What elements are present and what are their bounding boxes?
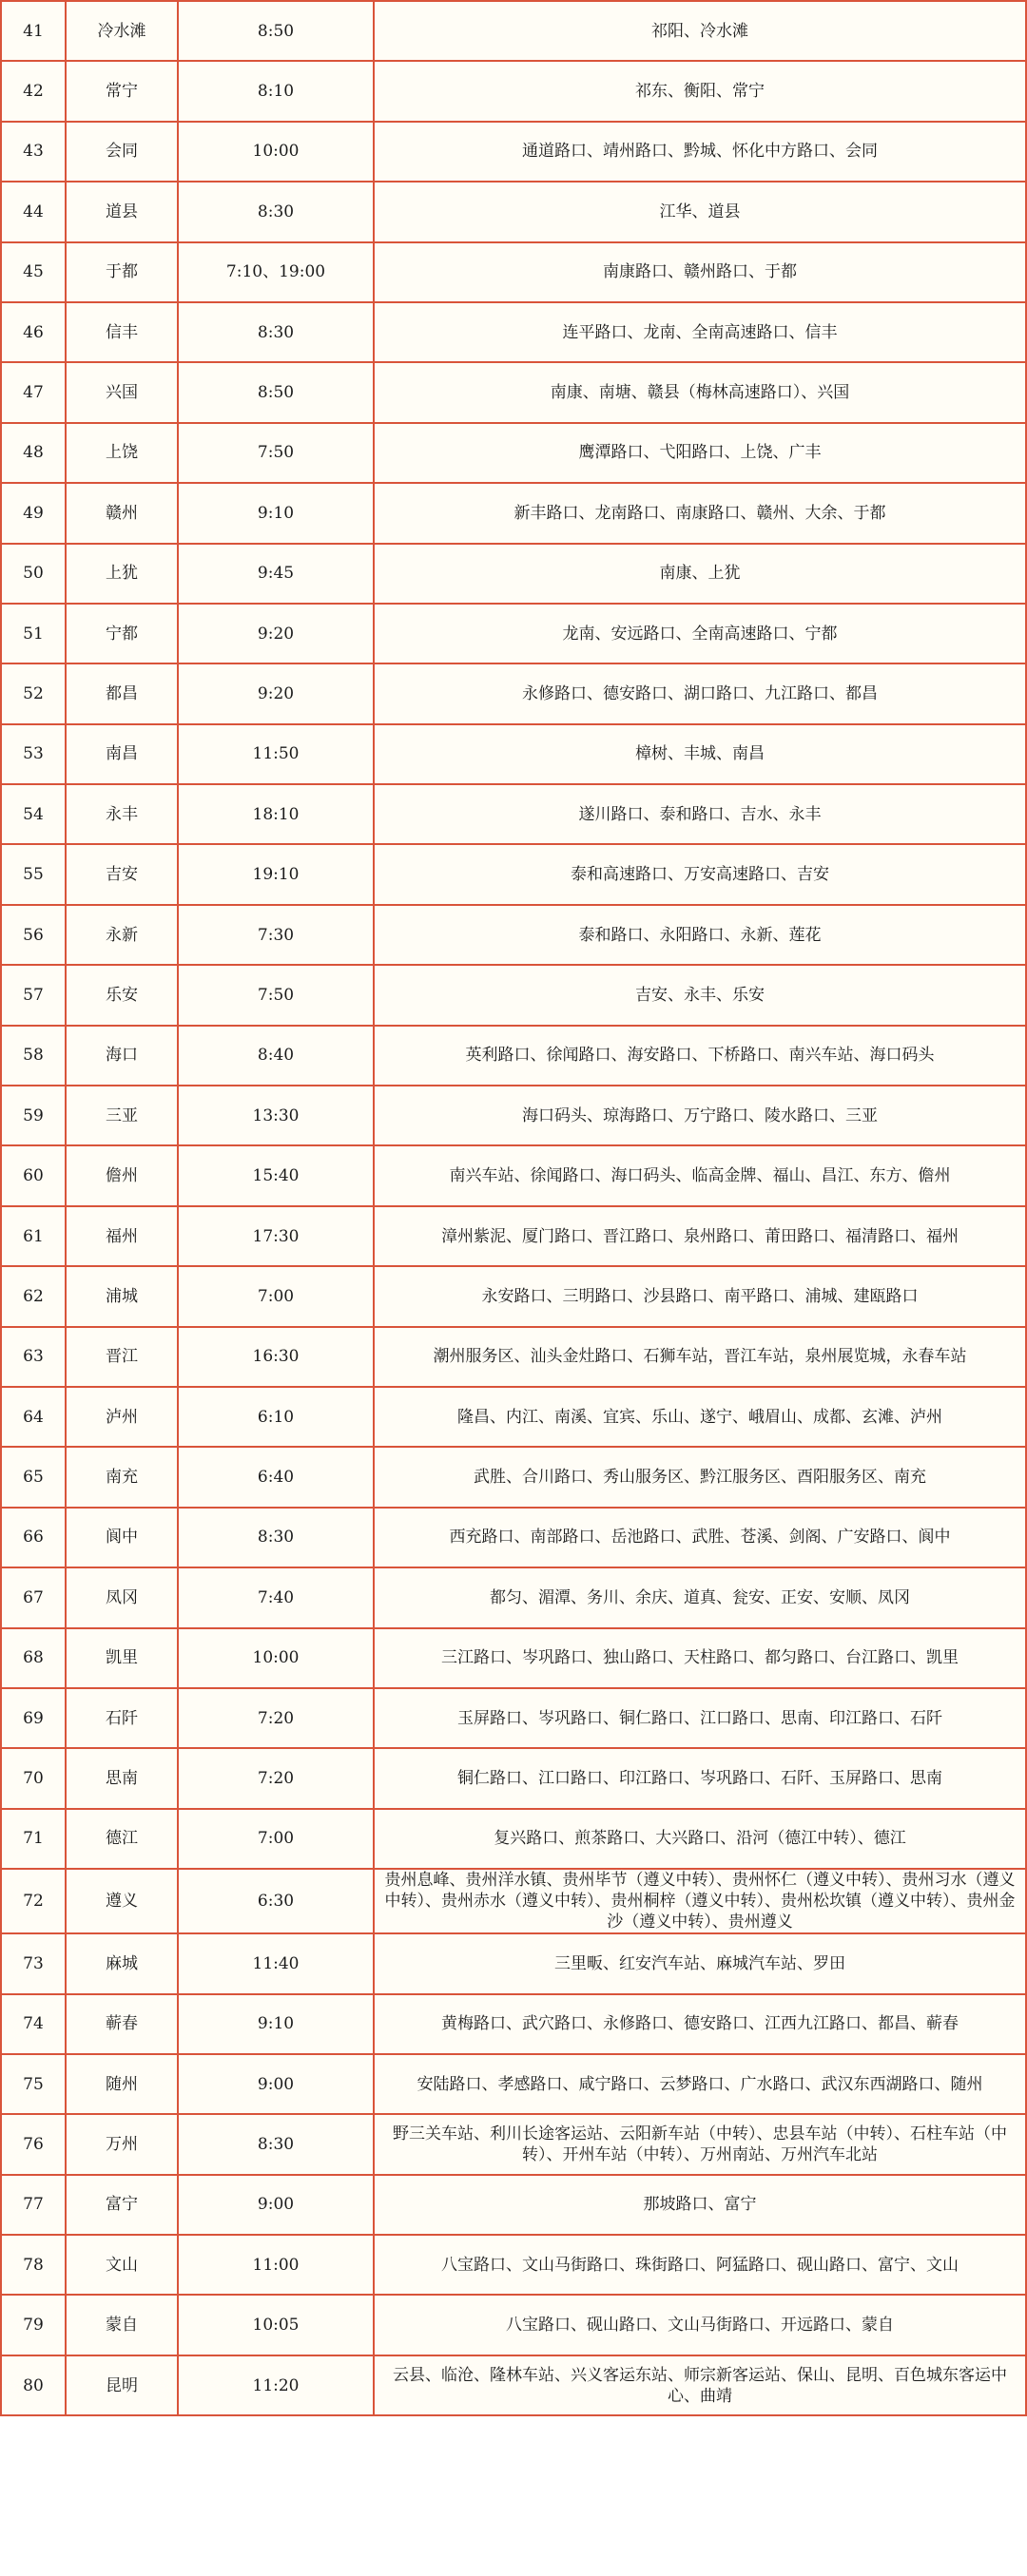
table-row — [1, 1145, 1026, 1205]
destination-cell: 永丰 — [66, 784, 178, 844]
destination-cell: 儋州 — [66, 1145, 178, 1205]
destination-cell: 万州 — [66, 2114, 178, 2174]
row-number-cell: 75 — [1, 2054, 66, 2114]
destination-cell: 兴国 — [66, 362, 178, 422]
destination-cell: 蕲春 — [66, 1994, 178, 2054]
table-row — [1, 2175, 1026, 2235]
table-row — [1, 1, 1026, 61]
table-row — [1, 844, 1026, 904]
route-stops-cell: 潮州服务区、汕头金灶路口、石狮车站，晋江车站，泉州展览城，永春车站 — [374, 1327, 1026, 1387]
table-row — [1, 663, 1026, 723]
route-stops-cell: 祁阳、冷水滩 — [374, 1, 1026, 61]
departure-time-cell: 9:00 — [178, 2054, 374, 2114]
departure-time-cell: 9:00 — [178, 2175, 374, 2235]
row-number-cell: 72 — [1, 1869, 66, 1933]
row-number-cell: 51 — [1, 604, 66, 663]
destination-cell: 昆明 — [66, 2355, 178, 2415]
destination-cell: 会同 — [66, 122, 178, 182]
row-number-cell: 45 — [1, 242, 66, 302]
route-stops-cell: 吉安、永丰、乐安 — [374, 965, 1026, 1025]
departure-time-cell: 10:00 — [178, 122, 374, 182]
destination-cell: 永新 — [66, 905, 178, 965]
table-row — [1, 784, 1026, 844]
row-number-cell: 60 — [1, 1145, 66, 1205]
table-row — [1, 242, 1026, 302]
destination-cell: 石阡 — [66, 1688, 178, 1748]
route-stops-cell: 英利路口、徐闻路口、海安路口、下桥路口、南兴车站、海口码头 — [374, 1026, 1026, 1086]
table-row — [1, 2054, 1026, 2114]
destination-cell: 于都 — [66, 242, 178, 302]
row-number-cell: 42 — [1, 61, 66, 121]
table-row — [1, 724, 1026, 784]
table-row — [1, 2235, 1026, 2295]
table-row — [1, 1809, 1026, 1869]
departure-time-cell: 7:30 — [178, 905, 374, 965]
destination-cell: 吉安 — [66, 844, 178, 904]
table-row — [1, 2114, 1026, 2174]
departure-time-cell: 9:20 — [178, 663, 374, 723]
destination-cell: 蒙自 — [66, 2295, 178, 2355]
departure-time-cell: 9:45 — [178, 544, 374, 604]
row-number-cell: 74 — [1, 1994, 66, 2054]
table-row — [1, 544, 1026, 604]
route-stops-cell: 祁东、衡阳、常宁 — [374, 61, 1026, 121]
route-stops-cell: 南康、上犹 — [374, 544, 1026, 604]
departure-time-cell: 16:30 — [178, 1327, 374, 1387]
departure-time-cell: 6:40 — [178, 1447, 374, 1507]
table-row — [1, 2295, 1026, 2355]
departure-time-cell: 8:50 — [178, 362, 374, 422]
destination-cell: 都昌 — [66, 663, 178, 723]
row-number-cell: 79 — [1, 2295, 66, 2355]
departure-time-cell: 7:40 — [178, 1567, 374, 1627]
departure-time-cell: 7:00 — [178, 1266, 374, 1326]
departure-time-cell: 19:10 — [178, 844, 374, 904]
route-stops-cell: 漳州紫泥、厦门路口、晋江路口、泉州路口、莆田路口、福清路口、福州 — [374, 1206, 1026, 1266]
table-row — [1, 362, 1026, 422]
table-row — [1, 1688, 1026, 1748]
route-stops-cell: 遂川路口、泰和路口、吉水、永丰 — [374, 784, 1026, 844]
row-number-cell: 73 — [1, 1933, 66, 1993]
destination-cell: 阆中 — [66, 1508, 178, 1567]
row-number-cell: 66 — [1, 1508, 66, 1567]
table-row — [1, 965, 1026, 1025]
route-stops-cell: 泰和路口、永阳路口、永新、莲花 — [374, 905, 1026, 965]
departure-time-cell: 6:30 — [178, 1869, 374, 1933]
destination-cell: 思南 — [66, 1748, 178, 1808]
row-number-cell: 46 — [1, 302, 66, 362]
route-stops-cell: 新丰路口、龙南路口、南康路口、赣州、大余、于都 — [374, 483, 1026, 543]
route-stops-cell: 复兴路口、煎茶路口、大兴路口、沿河（德江中转）、德江 — [374, 1809, 1026, 1869]
row-number-cell: 47 — [1, 362, 66, 422]
row-number-cell: 41 — [1, 1, 66, 61]
route-stops-cell: 三里畈、红安汽车站、麻城汽车站、罗田 — [374, 1933, 1026, 1993]
destination-cell: 富宁 — [66, 2175, 178, 2235]
row-number-cell: 44 — [1, 182, 66, 241]
route-stops-cell: 安陆路口、孝感路口、咸宁路口、云梦路口、广水路口、武汉东西湖路口、随州 — [374, 2054, 1026, 2114]
row-number-cell: 50 — [1, 544, 66, 604]
destination-cell: 乐安 — [66, 965, 178, 1025]
departure-time-cell: 18:10 — [178, 784, 374, 844]
destination-cell: 常宁 — [66, 61, 178, 121]
departure-time-cell: 8:30 — [178, 302, 374, 362]
destination-cell: 宁都 — [66, 604, 178, 663]
departure-time-cell: 11:50 — [178, 724, 374, 784]
destination-cell: 遵义 — [66, 1869, 178, 1933]
destination-cell: 南昌 — [66, 724, 178, 784]
row-number-cell: 80 — [1, 2355, 66, 2415]
departure-time-cell: 8:10 — [178, 61, 374, 121]
row-number-cell: 57 — [1, 965, 66, 1025]
route-stops-cell: 八宝路口、砚山路口、文山马街路口、开远路口、蒙自 — [374, 2295, 1026, 2355]
departure-time-cell: 6:10 — [178, 1387, 374, 1447]
row-number-cell: 77 — [1, 2175, 66, 2235]
departure-time-cell: 9:10 — [178, 483, 374, 543]
route-stops-cell: 八宝路口、文山马街路口、珠街路口、阿猛路口、砚山路口、富宁、文山 — [374, 2235, 1026, 2295]
destination-cell: 随州 — [66, 2054, 178, 2114]
table-row — [1, 2355, 1026, 2415]
table-row — [1, 423, 1026, 483]
route-stops-cell: 通道路口、靖州路口、黔城、怀化中方路口、会同 — [374, 122, 1026, 182]
destination-cell: 上饶 — [66, 423, 178, 483]
row-number-cell: 53 — [1, 724, 66, 784]
table-row — [1, 1567, 1026, 1627]
row-number-cell: 69 — [1, 1688, 66, 1748]
departure-time-cell: 10:05 — [178, 2295, 374, 2355]
departure-time-cell: 8:30 — [178, 1508, 374, 1567]
table-row — [1, 122, 1026, 182]
route-table-body — [1, 1, 1026, 2415]
route-stops-cell: 樟树、丰城、南昌 — [374, 724, 1026, 784]
departure-time-cell: 7:50 — [178, 965, 374, 1025]
row-number-cell: 62 — [1, 1266, 66, 1326]
table-row — [1, 1628, 1026, 1688]
destination-cell: 冷水滩 — [66, 1, 178, 61]
route-stops-cell: 永安路口、三明路口、沙县路口、南平路口、浦城、建瓯路口 — [374, 1266, 1026, 1326]
table-row — [1, 1994, 1026, 2054]
departure-time-cell: 11:40 — [178, 1933, 374, 1993]
destination-cell: 福州 — [66, 1206, 178, 1266]
table-row — [1, 604, 1026, 663]
destination-cell: 海口 — [66, 1026, 178, 1086]
route-stops-cell: 野三关车站、利川长途客运站、云阳新车站（中转）、忠县车站（中转）、石柱车站（中转）、开州车站（中转）、万州南站、万州汽车北站 — [374, 2114, 1026, 2174]
departure-time-cell: 7:20 — [178, 1688, 374, 1748]
table-row — [1, 1086, 1026, 1145]
destination-cell: 赣州 — [66, 483, 178, 543]
route-stops-cell: 龙南、安远路口、全南高速路口、宁都 — [374, 604, 1026, 663]
departure-time-cell: 13:30 — [178, 1086, 374, 1145]
route-stops-cell: 都匀、湄潭、务川、余庆、道真、瓮安、正安、安顺、凤冈 — [374, 1567, 1026, 1627]
departure-time-cell: 8:30 — [178, 2114, 374, 2174]
row-number-cell: 65 — [1, 1447, 66, 1507]
route-stops-cell: 玉屏路口、岑巩路口、铜仁路口、江口路口、思南、印江路口、石阡 — [374, 1688, 1026, 1748]
route-stops-cell: 泰和高速路口、万安高速路口、吉安 — [374, 844, 1026, 904]
destination-cell: 晋江 — [66, 1327, 178, 1387]
destination-cell: 凤冈 — [66, 1567, 178, 1627]
route-stops-cell: 鹰潭路口、弋阳路口、上饶、广丰 — [374, 423, 1026, 483]
route-stops-cell: 云县、临沧、隆林车站、兴义客运东站、师宗新客运站、保山、昆明、百色城东客运中心、曲靖 — [374, 2355, 1026, 2415]
destination-cell: 德江 — [66, 1809, 178, 1869]
table-row — [1, 905, 1026, 965]
route-stops-cell: 隆昌、内江、南溪、宜宾、乐山、遂宁、峨眉山、成都、玄滩、泸州 — [374, 1387, 1026, 1447]
table-row — [1, 483, 1026, 543]
table-row — [1, 1387, 1026, 1447]
route-stops-cell: 三江路口、岑巩路口、独山路口、天柱路口、都匀路口、台江路口、凯里 — [374, 1628, 1026, 1688]
departure-time-cell: 15:40 — [178, 1145, 374, 1205]
destination-cell: 凯里 — [66, 1628, 178, 1688]
destination-cell: 南充 — [66, 1447, 178, 1507]
route-stops-cell: 海口码头、琼海路口、万宁路口、陵水路口、三亚 — [374, 1086, 1026, 1145]
row-number-cell: 67 — [1, 1567, 66, 1627]
row-number-cell: 71 — [1, 1809, 66, 1869]
destination-cell: 道县 — [66, 182, 178, 241]
route-stops-cell: 南康、南塘、赣县（梅林高速路口）、兴国 — [374, 362, 1026, 422]
departure-time-cell: 8:50 — [178, 1, 374, 61]
route-stops-cell: 永修路口、德安路口、湖口路口、九江路口、都昌 — [374, 663, 1026, 723]
row-number-cell: 61 — [1, 1206, 66, 1266]
destination-cell: 浦城 — [66, 1266, 178, 1326]
route-stops-cell: 铜仁路口、江口路口、印江路口、岑巩路口、石阡、玉屏路口、思南 — [374, 1748, 1026, 1808]
row-number-cell: 48 — [1, 423, 66, 483]
route-stops-cell: 连平路口、龙南、全南高速路口、信丰 — [374, 302, 1026, 362]
departure-time-cell: 17:30 — [178, 1206, 374, 1266]
row-number-cell: 59 — [1, 1086, 66, 1145]
departure-time-cell: 9:20 — [178, 604, 374, 663]
row-number-cell: 58 — [1, 1026, 66, 1086]
route-stops-cell: 南康路口、赣州路口、于都 — [374, 242, 1026, 302]
row-number-cell: 43 — [1, 122, 66, 182]
route-stops-cell: 西充路口、南部路口、岳池路口、武胜、苍溪、剑阁、广安路口、阆中 — [374, 1508, 1026, 1567]
destination-cell: 上犹 — [66, 544, 178, 604]
departure-time-cell: 8:40 — [178, 1026, 374, 1086]
route-stops-cell: 南兴车站、徐闻路口、海口码头、临高金牌、福山、昌江、东方、儋州 — [374, 1145, 1026, 1205]
row-number-cell: 64 — [1, 1387, 66, 1447]
destination-cell: 泸州 — [66, 1387, 178, 1447]
table-row — [1, 1206, 1026, 1266]
table-row — [1, 1327, 1026, 1387]
departure-time-cell: 9:10 — [178, 1994, 374, 2054]
route-stops-cell: 黄梅路口、武穴路口、永修路口、德安路口、江西九江路口、都昌、蕲春 — [374, 1994, 1026, 2054]
row-number-cell: 49 — [1, 483, 66, 543]
row-number-cell: 76 — [1, 2114, 66, 2174]
table-row — [1, 182, 1026, 241]
row-number-cell: 54 — [1, 784, 66, 844]
table-row — [1, 1933, 1026, 1993]
departure-time-cell: 8:30 — [178, 182, 374, 241]
row-number-cell: 68 — [1, 1628, 66, 1688]
table-row — [1, 1026, 1026, 1086]
route-stops-cell: 那坡路口、富宁 — [374, 2175, 1026, 2235]
departure-time-cell: 11:20 — [178, 2355, 374, 2415]
departure-time-cell: 7:00 — [178, 1809, 374, 1869]
row-number-cell: 63 — [1, 1327, 66, 1387]
table-row — [1, 1748, 1026, 1808]
departure-time-cell: 7:20 — [178, 1748, 374, 1808]
departure-time-cell: 7:50 — [178, 423, 374, 483]
route-stops-cell: 江华、道县 — [374, 182, 1026, 241]
table-row — [1, 1508, 1026, 1567]
destination-cell: 三亚 — [66, 1086, 178, 1145]
destination-cell: 信丰 — [66, 302, 178, 362]
row-number-cell: 70 — [1, 1748, 66, 1808]
table-row — [1, 302, 1026, 362]
route-stops-cell: 贵州息峰、贵州洋水镇、贵州毕节（遵义中转）、贵州怀仁（遵义中转）、贵州习水（遵义中转）、贵州赤水（遵义中转）、贵州桐梓（遵义中转）、贵州松坎镇（遵义中转）、贵州金沙（遵义中转）、贵州遵义 — [374, 1869, 1026, 1933]
destination-cell: 文山 — [66, 2235, 178, 2295]
departure-time-cell: 7:10、19:00 — [178, 242, 374, 302]
route-stops-cell: 武胜、合川路口、秀山服务区、黔江服务区、酉阳服务区、南充 — [374, 1447, 1026, 1507]
destination-cell: 麻城 — [66, 1933, 178, 1993]
row-number-cell: 55 — [1, 844, 66, 904]
departure-time-cell: 11:00 — [178, 2235, 374, 2295]
table-row — [1, 61, 1026, 121]
row-number-cell: 52 — [1, 663, 66, 723]
table-row — [1, 1869, 1026, 1933]
row-number-cell: 78 — [1, 2235, 66, 2295]
row-number-cell: 56 — [1, 905, 66, 965]
table-row — [1, 1447, 1026, 1507]
departure-time-cell: 10:00 — [178, 1628, 374, 1688]
table-row — [1, 1266, 1026, 1326]
